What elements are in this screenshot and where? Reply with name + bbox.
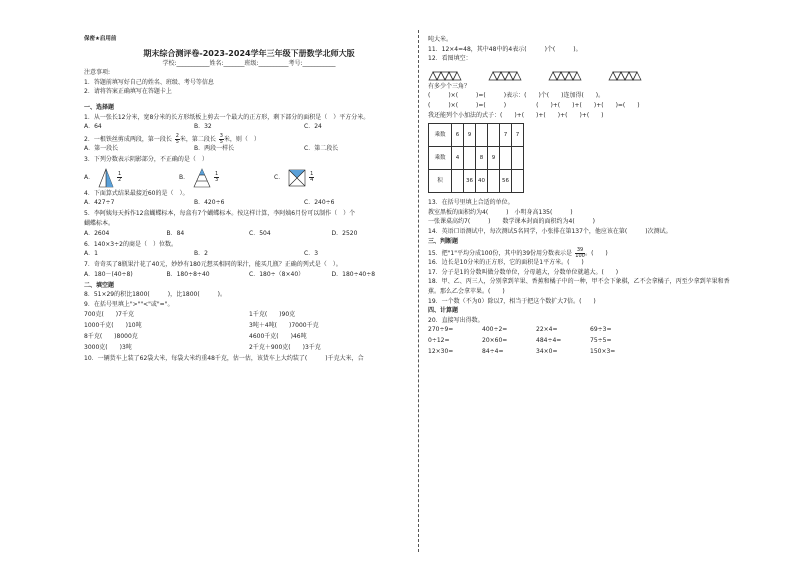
question-20: 20．直接写出得数。 [428, 316, 484, 324]
table-cell: 40 [476, 170, 488, 193]
table-cell: 乘数 [429, 147, 452, 170]
question-15-part: 。( ) [585, 249, 608, 257]
option[interactable]: B．两段一样长 [194, 145, 235, 153]
question-13-b: 一张课桌高约7( ) 数学课本封面的面积约为4( ) [428, 218, 595, 226]
triangle-group-icon [488, 67, 524, 81]
calc-item[interactable]: 484÷4= [536, 337, 562, 345]
page-title: 期末综合测评卷-2023-2024学年三年级下册数学北师大版 [143, 48, 355, 58]
question-5-cont: 蝴蝶标本。 [84, 219, 115, 227]
fraction-numerator: 1 [310, 171, 314, 178]
table-cell: 4 [452, 147, 464, 170]
question-12: 12．看图填空： [428, 55, 472, 63]
calc-item[interactable]: 84÷4= [482, 348, 504, 356]
table-cell: 56 [500, 170, 512, 193]
fraction-denominator: 2 [118, 177, 122, 184]
fraction [214, 172, 219, 183]
question-5-options [84, 230, 414, 241]
table-cell: 6 [452, 124, 464, 147]
fraction-denominator: 4 [310, 177, 314, 184]
question-9: 9．在括号里填上">""<"或"="。 [84, 300, 174, 308]
option[interactable]: D．180÷40÷8 [331, 270, 376, 278]
question-8: 8．51×29的积比1800( )，比1800( )。 [84, 291, 227, 299]
compare-item[interactable]: 3吨＋4吨( )7000千克 [249, 321, 319, 329]
fraction [309, 172, 314, 183]
compare-item[interactable]: 1000千克( )10吨 [84, 321, 142, 329]
compare-item[interactable]: 1千克( )90克 [249, 310, 296, 318]
option-label: A． [84, 174, 95, 182]
question-10: 10．一辆货车上装了62袋大米，每袋大米约重48千克，估一估，该货车上大约装了( )千克大米，合 [84, 354, 364, 362]
calc-item[interactable]: 400÷2= [482, 326, 508, 334]
question-15-part: 15．把"1"平均分成100份，其中的39份用分数表示是 [428, 249, 573, 257]
multiplication-table [428, 123, 524, 193]
calc-item[interactable]: 75÷5= [590, 337, 612, 345]
calc-row [428, 326, 768, 337]
option[interactable]: C．504 [249, 229, 271, 237]
question-5: 5．李阿姨每天拆作12盒蝴蝶标本，每盒有7个蝴蝶标本。按这样计算，李阿姨6月份可以制作（ ）个 [84, 210, 356, 218]
calc-item[interactable]: 34×0= [536, 348, 558, 356]
option[interactable]: B．32 [194, 123, 212, 131]
calc-item[interactable]: 22×4= [536, 326, 558, 334]
table-row [429, 147, 524, 170]
option[interactable]: A．180－(40÷8) [84, 270, 133, 278]
fraction-numerator: 1 [118, 171, 122, 178]
calc-item[interactable]: 150×3= [590, 348, 616, 356]
student-info: 学校:___________姓名:_______班级:__________考号:___________ [162, 59, 336, 67]
calc-item[interactable]: 0÷12= [428, 337, 450, 345]
question-12-eq: ( )×( )=( )表示：( )个( )连加得( )。 [428, 92, 605, 100]
option-label: B． [179, 174, 190, 182]
fraction-denominator: 5 [219, 139, 223, 146]
notice-1: 1．答题前填写好自己的姓名、班级、考号等信息 [84, 78, 214, 86]
triangle-group-icon [428, 67, 464, 81]
question-4-options [84, 199, 414, 210]
table-cell[interactable] [452, 170, 464, 193]
figure-option-c[interactable] [274, 169, 369, 187]
option[interactable]: B．420÷6 [194, 199, 225, 207]
compare-row [84, 333, 414, 344]
fraction-numerator: 3 [219, 133, 223, 140]
option-label: C． [274, 174, 285, 182]
section-fill: 二、填空题 [84, 281, 115, 289]
question-2-part: 米，则（ ） [223, 136, 260, 144]
triangle-group-icon [608, 67, 644, 81]
compare-item[interactable]: 2千克＋900克( )3千克 [249, 343, 321, 351]
compare-item[interactable]: 4600千克( )46吨 [249, 332, 307, 340]
question-2-options [84, 145, 414, 156]
table-cell: 9 [488, 147, 500, 170]
table-row [429, 170, 524, 193]
question-7: 7．奇奇买了8瓶果汁花了40元，妙妙有180元想买相同的果汁，能买几瓶？正确的列式是（ ）。 [84, 261, 342, 269]
question-2 [84, 134, 414, 145]
table-cell[interactable] [512, 147, 524, 170]
option[interactable]: C．180÷（8×40） [249, 270, 305, 278]
question-14: 14．英语口语测试中，每次测试5名同学，小张排在第137个，他应该在第( )次测试。 [428, 227, 672, 235]
option[interactable]: D．2520 [331, 229, 358, 237]
fraction-denominator: 5 [175, 139, 179, 146]
fraction [575, 248, 585, 259]
question-12-ask: 有多少个三角？ [428, 82, 471, 90]
calc-item[interactable]: 20×60= [482, 337, 508, 345]
table-row [429, 124, 524, 147]
section-choice: 一、选择题 [84, 103, 115, 111]
table-cell: 7 [500, 124, 512, 147]
notice-2: 2．请将答案正确填写在答题卡上 [84, 88, 172, 96]
option[interactable]: A．2604 [84, 229, 110, 237]
question-17: 17．分子是1的分数叫做分数单位，分母越大，分数单位就越大。( ) [428, 268, 619, 276]
question-7-options [84, 271, 414, 282]
right-column [428, 36, 768, 359]
column-divider [418, 30, 419, 552]
table-cell: 积 [429, 170, 452, 193]
table-cell[interactable] [500, 147, 512, 170]
section-judge: 三、判断题 [428, 237, 459, 245]
question-13-a: 教室黑板的面积约为4( ) 小明身高135( ) [428, 208, 573, 216]
compare-row [84, 344, 414, 355]
fraction-denominator: 3 [215, 177, 219, 184]
question-4: 4．下面算式结果最接近60的是（ ）。 [84, 189, 189, 197]
table-cell: 7 [512, 124, 524, 147]
table-cell: 36 [464, 170, 476, 193]
calc-item[interactable]: 69÷3= [590, 326, 612, 334]
table-cell: 乘数 [429, 124, 452, 147]
option[interactable]: B．180÷8÷40 [166, 270, 210, 278]
option[interactable]: A．1 [84, 250, 98, 258]
question-12-fill: 我还能列个小加法的式子：( )+( )+( )+( )+( ) [428, 111, 604, 119]
compare-item[interactable]: 3000克( )3吨 [84, 343, 132, 351]
option[interactable]: C．240÷6 [304, 199, 335, 207]
fraction-numerator: 2 [175, 133, 179, 140]
option[interactable]: A．64 [84, 123, 102, 131]
question-6: 6．140×3÷2的商是（ ）位数。 [84, 240, 177, 248]
triangle-groups [428, 65, 768, 83]
square-quarter-shaded [288, 169, 306, 187]
question-15 [428, 247, 768, 259]
compare-item[interactable]: 700克( )7千克 [84, 310, 134, 318]
option[interactable]: A．427÷7 [84, 199, 115, 207]
figure-option-b[interactable] [179, 168, 274, 188]
notice-title: 注意事项: [84, 69, 111, 77]
calc-row [428, 337, 768, 348]
figure-option-a[interactable] [84, 168, 179, 188]
triangle-group-icon [548, 67, 584, 81]
compare-item[interactable]: 8千克( )8000克 [84, 332, 138, 340]
fraction-denominator: 100 [575, 252, 585, 259]
question-6-options [84, 250, 414, 261]
option[interactable]: B．2 [194, 250, 208, 258]
option[interactable]: C．3 [304, 250, 319, 258]
left-column [84, 36, 414, 364]
question-2-part: 米，第二段长 [179, 136, 216, 144]
option[interactable]: A．第一段长 [84, 145, 119, 153]
question-11: 11．12×4=48，其中48中的4表示( )个( )。 [428, 45, 582, 53]
question-18: 18．甲、乙、丙三人，分别拿到苹果、香蕉和橘子中的一种，甲不会下象棋，乙不会拿橘子，丙至少拿到苹果和香 [428, 278, 730, 286]
table-cell: 8 [476, 147, 488, 170]
question-19: 19．一个数（不为0）除以7，相当于把这个数扩大7倍。( ) [428, 297, 596, 305]
compare-row [84, 311, 414, 322]
question-10-cont: 吨大米。 [428, 36, 453, 43]
option[interactable]: B．84 [166, 229, 185, 237]
triangle-half-shaded [98, 168, 114, 188]
option[interactable]: C．24 [304, 123, 322, 131]
calc-item[interactable]: 12×30= [428, 348, 454, 356]
fraction-numerator: 1 [215, 171, 219, 178]
table-cell[interactable] [488, 170, 500, 193]
option[interactable]: C．第二段长 [304, 145, 339, 153]
question-1-options [84, 123, 414, 134]
fraction-numerator: 39 [576, 246, 584, 253]
question-2-part: 2．一根铁丝剪成两段，第一段长 [84, 136, 172, 144]
question-3: 3．下列分数表示阴影部分，不正确的是（ ） [84, 156, 208, 164]
triangle-top-shaded [193, 168, 211, 188]
table-cell[interactable] [464, 147, 476, 170]
table-cell[interactable] [488, 124, 500, 147]
question-13: 13．在括号里填上合适的单位。 [428, 199, 514, 207]
question-12-eq2: ( )×( )=( ) ( )+( )+( )+( )=( ) [428, 101, 640, 109]
secret-mark: 保密★启用前 [84, 36, 117, 42]
question-3-figures [84, 166, 414, 190]
question-16: 16．边长是10分米的正方形，它的面积是1平方米。( ) [428, 259, 584, 267]
table-cell[interactable] [476, 124, 488, 147]
calc-row [428, 348, 768, 359]
question-1: 1．从一张长12分米，宽8分米的长方形纸板上剪去一个最大的正方形，剩下部分的面积是（ ）平方分米。 [84, 113, 370, 121]
calc-item[interactable]: 270÷9= [428, 326, 454, 334]
fraction [117, 172, 122, 183]
compare-row [84, 322, 414, 333]
table-cell[interactable] [512, 170, 524, 193]
table-cell: 9 [464, 124, 476, 147]
question-18-cont: 蕉。那么乙会拿苹果。( ) [428, 287, 505, 295]
section-calc: 四、计算题 [428, 307, 459, 315]
